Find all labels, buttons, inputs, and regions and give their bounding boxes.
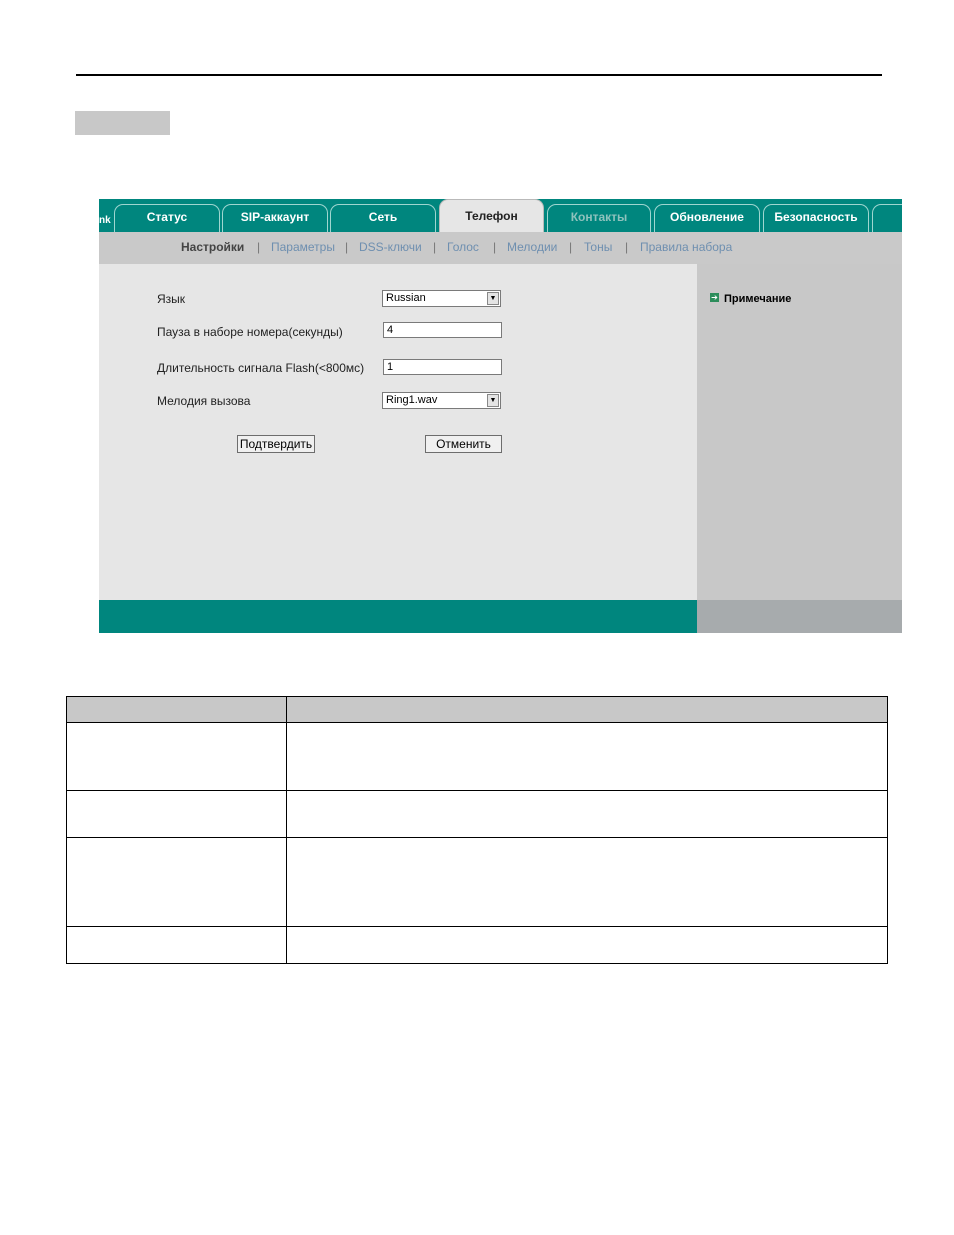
tab-phone[interactable]: Телефон xyxy=(439,199,544,232)
language-select-value: Russian xyxy=(386,292,426,304)
table-cell xyxy=(67,927,287,964)
table-cell xyxy=(287,723,888,791)
cancel-button[interactable]: Отменить xyxy=(425,435,502,453)
table-header-cell xyxy=(287,697,888,723)
table-cell xyxy=(287,791,888,838)
ringtone-select-value: Ring1.wav xyxy=(386,394,438,406)
table-cell xyxy=(67,723,287,791)
tab-status[interactable]: Статус xyxy=(114,204,220,232)
table-row xyxy=(67,838,888,927)
subnav-dss-keys[interactable]: DSS-ключи xyxy=(359,240,422,254)
language-label: Язык xyxy=(157,292,186,306)
subnav-separator: | xyxy=(257,240,261,254)
subnav-separator: | xyxy=(433,240,437,254)
footer-bar xyxy=(99,600,697,633)
table-row xyxy=(67,791,888,838)
logo-fragment: nk xyxy=(99,215,111,226)
confirm-button[interactable]: Подтвердить xyxy=(237,435,315,453)
table-cell xyxy=(287,838,888,927)
parameter-table xyxy=(66,696,888,964)
subnav-settings[interactable]: Настройки xyxy=(181,240,245,254)
table-cell xyxy=(287,927,888,964)
tab-security[interactable]: Безопасность xyxy=(763,204,869,232)
pause-label: Пауза в наборе номера(секунды) xyxy=(157,325,343,339)
subnav-parameters[interactable]: Параметры xyxy=(271,240,335,254)
tab-bar xyxy=(99,199,902,232)
sub-navigation xyxy=(99,232,902,264)
web-ui-screenshot xyxy=(99,199,902,633)
subnav-dial-plan[interactable]: Правила набора xyxy=(640,240,733,254)
ringtone-select[interactable] xyxy=(382,392,501,409)
tab-overflow[interactable] xyxy=(872,204,902,232)
subnav-tones[interactable]: Тоны xyxy=(584,240,613,254)
dropdown-arrow-icon[interactable]: ▼ xyxy=(487,394,499,407)
settings-panel xyxy=(99,264,697,600)
note-label: Примечание xyxy=(724,293,792,305)
subnav-separator: | xyxy=(345,240,349,254)
table-header-row xyxy=(67,697,888,723)
table-cell xyxy=(67,791,287,838)
subnav-separator: | xyxy=(493,240,497,254)
tab-sip-account[interactable]: SIP-аккаунт xyxy=(222,204,328,232)
language-select[interactable] xyxy=(382,290,501,307)
dropdown-arrow-icon[interactable]: ▼ xyxy=(487,292,499,305)
flash-duration-input[interactable]: 1 xyxy=(383,359,502,375)
ringtone-label: Мелодия вызова xyxy=(157,394,251,408)
table-header-cell xyxy=(67,697,287,723)
arrow-right-icon: ➔ xyxy=(711,293,718,302)
pause-input[interactable]: 4 xyxy=(383,322,502,338)
table-row xyxy=(67,723,888,791)
flash-label: Длительность сигнала Flash(<800мс) xyxy=(157,361,365,375)
subnav-ringtones[interactable]: Мелодии xyxy=(507,240,558,254)
section-tag-placeholder xyxy=(75,111,170,135)
subnav-separator: | xyxy=(625,240,629,254)
tab-upgrade[interactable]: Обновление xyxy=(654,204,760,232)
tab-network[interactable]: Сеть xyxy=(330,204,436,232)
tab-contacts[interactable]: Контакты xyxy=(547,204,651,232)
note-sidebar xyxy=(697,264,902,600)
footer-side xyxy=(697,600,902,633)
table-cell xyxy=(67,838,287,927)
table-row xyxy=(67,927,888,964)
subnav-separator: | xyxy=(569,240,573,254)
subnav-voice[interactable]: Голос xyxy=(447,240,479,254)
page-top-rule xyxy=(76,74,882,76)
